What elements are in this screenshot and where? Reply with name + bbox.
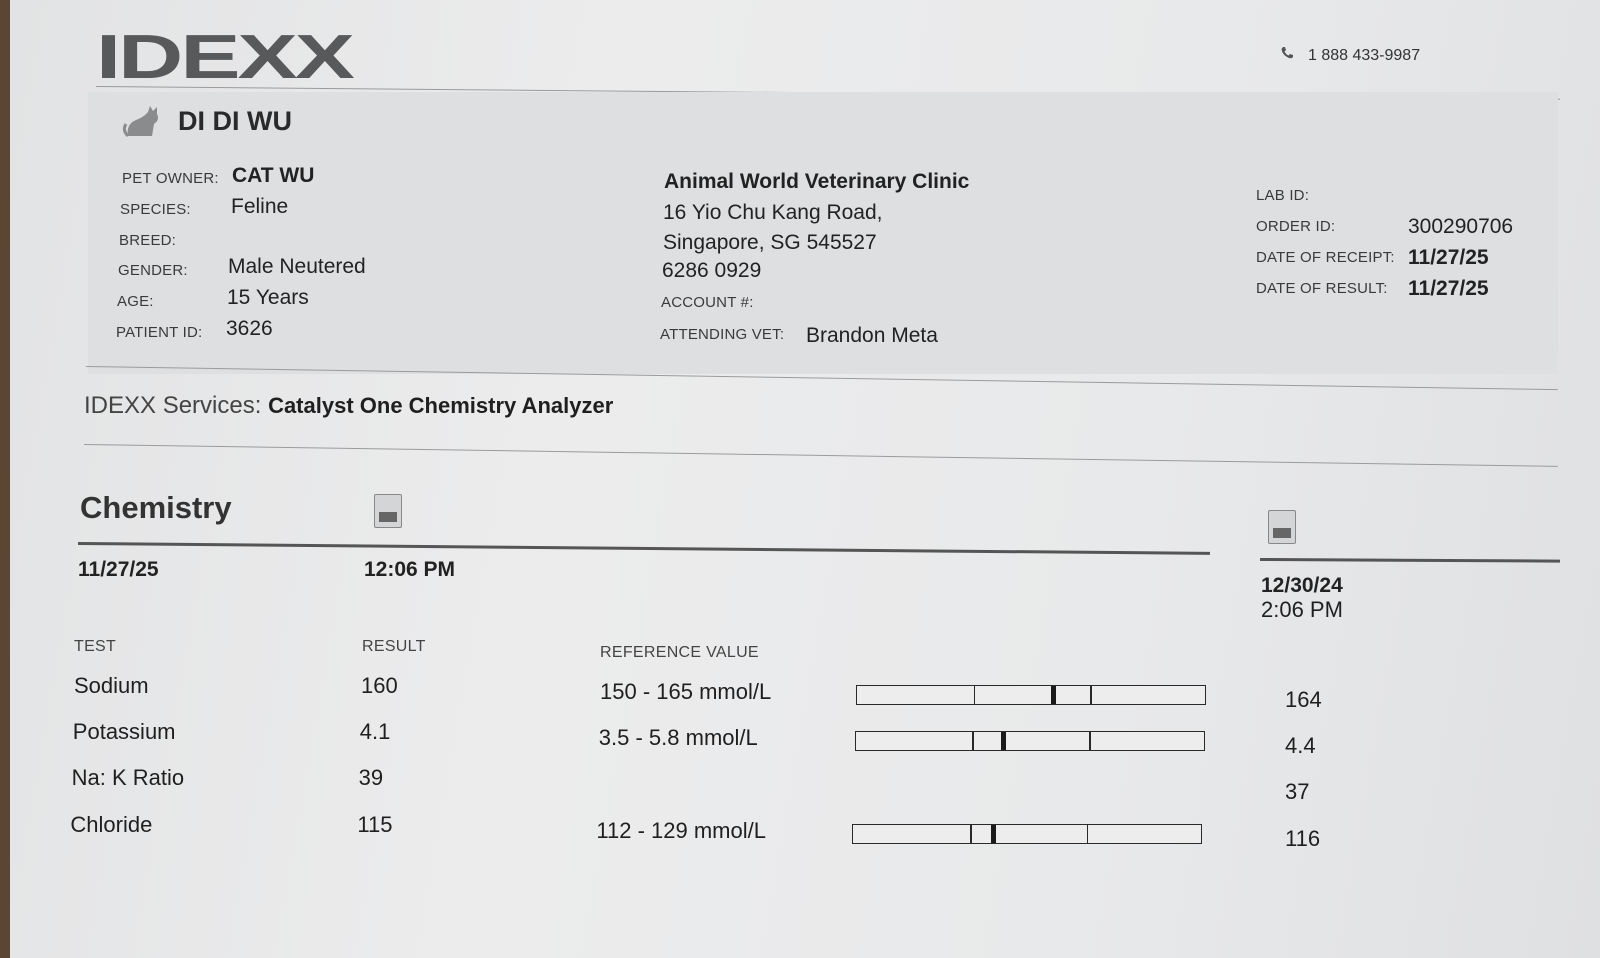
phone-icon	[1280, 46, 1294, 65]
clinic-phone: 6286 0929	[662, 259, 762, 282]
species-value: Feline	[231, 195, 289, 218]
idexx-services	[84, 392, 613, 420]
logo-text: IDEXX	[96, 28, 355, 84]
previous-divider	[1260, 558, 1560, 563]
pet-owner-label: PET OWNER:	[122, 170, 219, 187]
range-divider	[970, 825, 972, 843]
previous-result: 164	[1285, 687, 1322, 712]
result-date-label: DATE OF RESULT:	[1256, 280, 1388, 297]
reference-range: 112 - 129 mmol/L	[596, 818, 766, 843]
range-divider	[1090, 686, 1092, 704]
patient-name: DI DI WU	[178, 105, 292, 136]
reference-range: 150 - 165 mmol/L	[600, 679, 772, 704]
range-divider	[972, 732, 974, 750]
cat-icon	[122, 104, 166, 138]
gender-label: GENDER:	[118, 262, 188, 279]
lab-report-page	[10, 0, 1600, 958]
current-result-time: 12:06 PM	[364, 558, 456, 581]
account-label: ACCOUNT #:	[661, 294, 754, 311]
patient-name-row	[122, 104, 292, 138]
patient-id-value: 3626	[226, 317, 273, 340]
test-result: 39	[358, 765, 384, 790]
test-name: Na: K Ratio	[71, 765, 185, 790]
gender-value: Male Neutered	[228, 255, 366, 278]
previous-result: 37	[1285, 779, 1310, 804]
analyzer-icon	[374, 494, 402, 528]
services-value: Catalyst One Chemistry Analyzer	[268, 393, 614, 418]
result-marker	[1001, 732, 1006, 750]
test-name: Potassium	[72, 719, 176, 744]
test-name: Chloride	[70, 812, 153, 837]
test-column-header: TEST	[74, 638, 117, 655]
pet-owner-value: CAT WU	[232, 164, 315, 187]
test-result: 4.1	[359, 719, 391, 744]
clinic-address-line2: Singapore, SG 545527	[663, 231, 877, 254]
patient-id-label: PATIENT ID:	[116, 324, 203, 341]
previous-result-time: 2:06 PM	[1261, 597, 1343, 622]
support-phone	[1280, 46, 1420, 65]
clinic-address-line1: 16 Yio Chu Kang Road,	[663, 201, 883, 224]
lab-id-label: LAB ID:	[1256, 187, 1310, 204]
reference-range: 3.5 - 5.8 mmol/L	[598, 725, 758, 750]
reference-range-bar	[856, 685, 1206, 705]
support-phone-number: 1 888 433-9987	[1308, 46, 1421, 64]
receipt-date-value: 11/27/25	[1408, 246, 1489, 269]
reference-range-bar	[852, 824, 1202, 844]
order-id-label: ORDER ID:	[1256, 218, 1336, 235]
chemistry-title: Chemistry	[80, 490, 232, 525]
previous-analyzer-icon	[1268, 510, 1296, 544]
reference-range-bar	[855, 731, 1205, 751]
test-result: 115	[357, 812, 393, 837]
result-marker	[1051, 686, 1056, 704]
result-marker	[991, 825, 996, 843]
test-name: Sodium	[74, 673, 149, 698]
previous-result: 4.4	[1285, 733, 1316, 758]
breed-label: BREED:	[119, 232, 177, 249]
range-divider	[974, 686, 976, 704]
result-date-value: 11/27/25	[1408, 277, 1489, 300]
test-result: 160	[361, 673, 398, 698]
range-divider	[1089, 732, 1091, 750]
services-label: IDEXX Services:	[84, 392, 262, 419]
age-label: AGE:	[117, 293, 154, 310]
range-divider	[1087, 825, 1089, 843]
idexx-logo	[96, 28, 356, 84]
species-label: SPECIES:	[120, 201, 191, 218]
current-result-date: 11/27/25	[78, 558, 159, 581]
receipt-date-label: DATE OF RECEIPT:	[1256, 249, 1395, 266]
attending-vet-value: Brandon Meta	[806, 324, 938, 347]
previous-result-date: 12/30/24	[1261, 574, 1343, 597]
age-value: 15 Years	[227, 286, 309, 309]
previous-result: 116	[1285, 826, 1321, 851]
clinic-name: Animal World Veterinary Clinic	[664, 170, 970, 193]
order-id-value: 300290706	[1408, 215, 1514, 238]
services-divider	[84, 444, 1558, 467]
result-column-header: RESULT	[362, 638, 426, 655]
chemistry-divider	[78, 542, 1210, 555]
reference-column-header: REFERENCE VALUE	[600, 644, 759, 661]
attending-vet-label: ATTENDING VET:	[660, 326, 785, 343]
